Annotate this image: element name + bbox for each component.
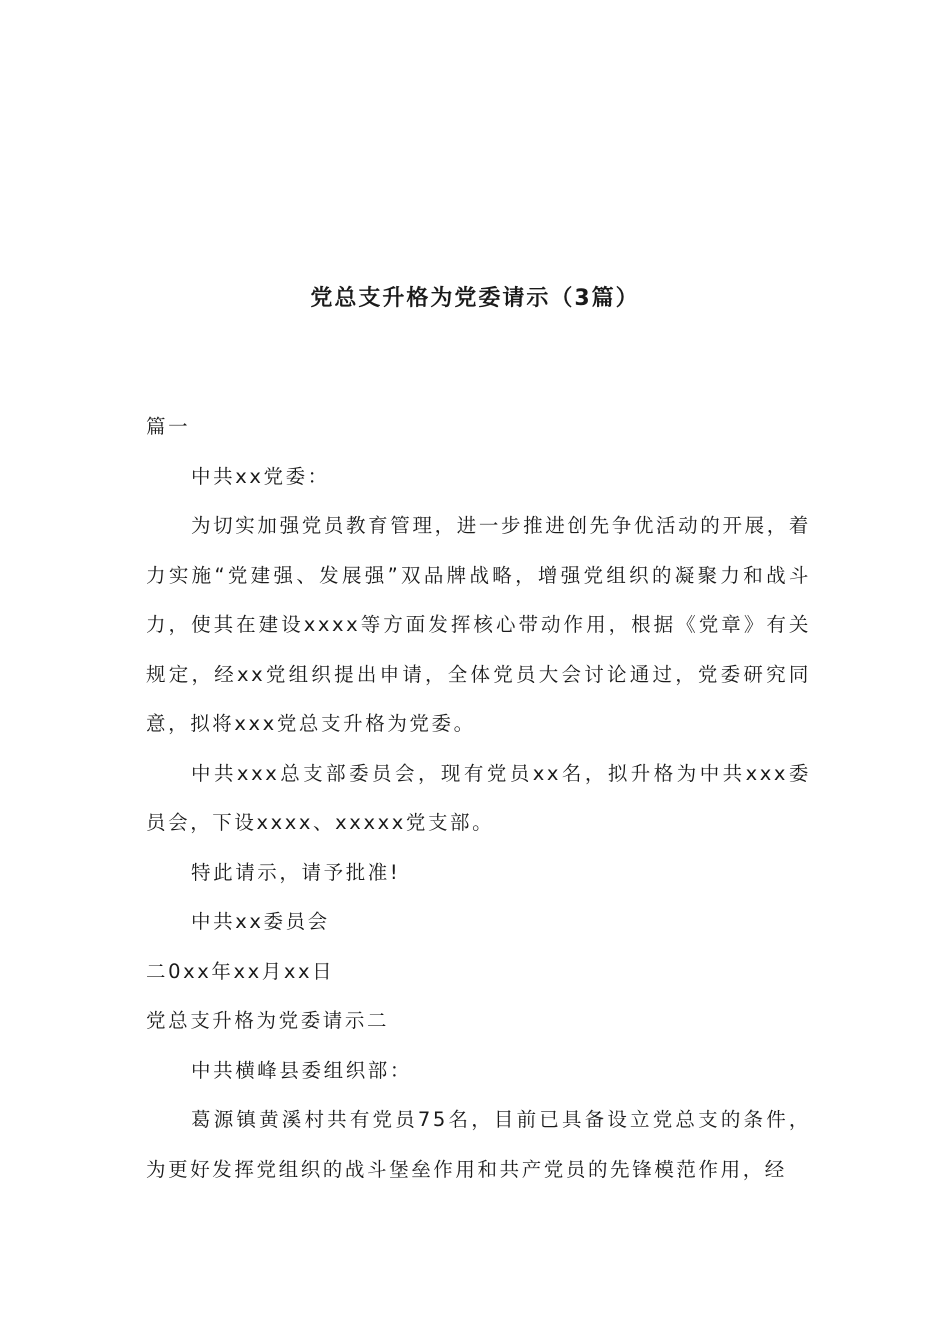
- date: 二0xx年xx月xx日: [146, 959, 335, 983]
- salutation: 中共xx党委：: [191, 464, 330, 488]
- signature: 中共xx委员会: [191, 910, 330, 933]
- section-label: 党总支升格为党委请示二: [146, 1009, 390, 1032]
- salutation: 中共横峰县委组织部：: [191, 1058, 413, 1082]
- body-paragraph: 中共xxx总支部委员会，现有党员xx名，拟升格为中共xxx委员会，下设xxxx、xxxxx党支部。: [146, 761, 811, 834]
- body-paragraph: 葛源镇黄溪村共有党员75名，目前已具备设立党总支的条件，为更好发挥党组织的战斗堡垒作用和共产党员的先锋模范作用，经: [146, 1108, 811, 1181]
- document-title: 党总支升格为党委请示（3篇）: [310, 286, 640, 311]
- document-body: [146, 402, 811, 1194]
- closing-request: 特此请示，请予批准!: [191, 860, 401, 884]
- section-label: 篇一: [146, 415, 191, 438]
- body-paragraph: 为切实加强党员教育管理，进一步推进创先争优活动的开展，着力实施“党建强、发展强”双品牌战略，增强党组织的凝聚力和战斗力，使其在建设xxxx等方面发挥核心带动作用，根据《党章》有关规定，经xx党组织提出申请，全体党员大会讨论通过，党委研究同意，拟将xxx党总支升格为党委。: [146, 514, 811, 735]
